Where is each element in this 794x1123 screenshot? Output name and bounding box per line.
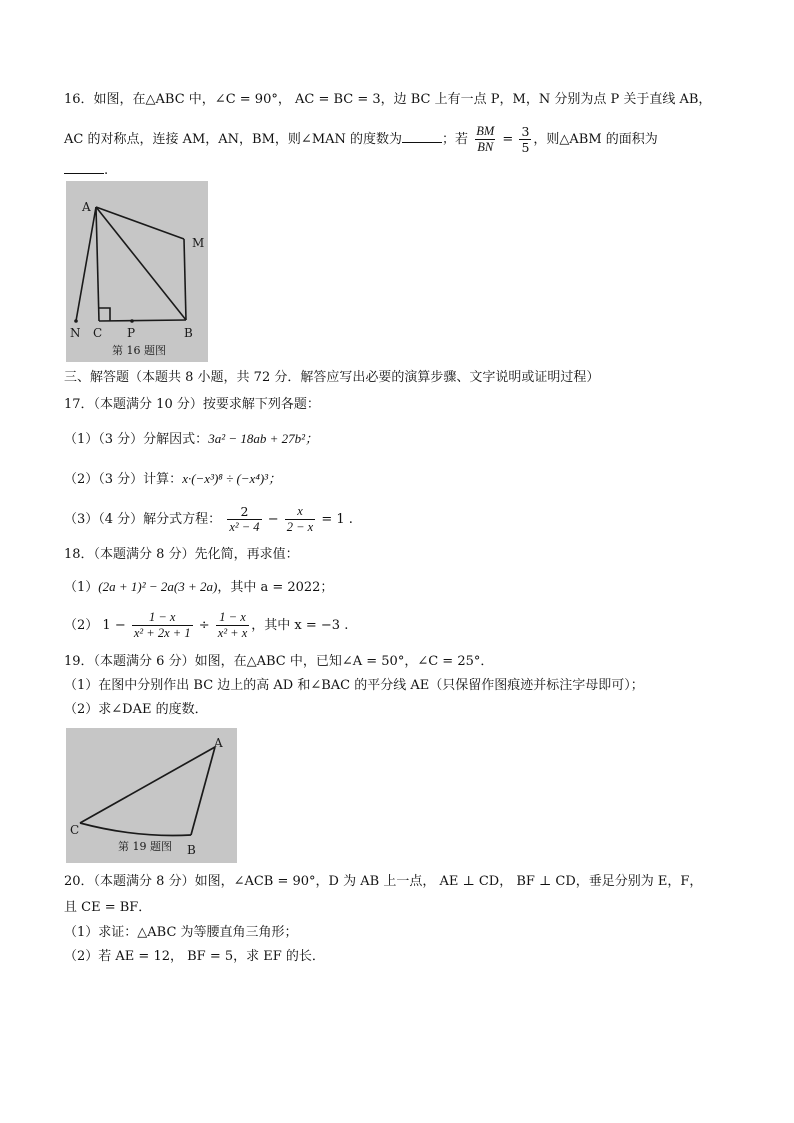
- q18-part-1: （1）(2a + 1)² − 2a(3 + 2a)，其中 a = 2022；: [64, 579, 334, 595]
- q16-line-1: 16．如图，在△ABC 中，∠C = 90°， AC = BC = 3，边 BC 上有一点 P，M，N 分别为点 P 关于直线 AB，: [64, 92, 712, 107]
- q16-line-3: .: [64, 162, 108, 180]
- q18-part-2: （2） 1 − $\frac{1 - x}{\text{x² + 2x + 1}}$ ÷ $\frac{1 - x}{\text{x² + x}}$ ，其中 x = −3 .: [64, 610, 349, 640]
- q18-part-1-condition: ，其中 a = 2022；: [217, 580, 334, 595]
- label-N: N: [70, 326, 81, 340]
- q16-fraction-3-5: $\frac{3}{5}$: [521, 124, 530, 155]
- q17-part-1-expression: 3a² − 18ab + 27b²；: [208, 431, 319, 446]
- figure-16: [66, 181, 208, 362]
- q16-fraction-bm-bn: $\frac{BM}{BN}$: [476, 124, 495, 154]
- label-A: A: [214, 736, 223, 750]
- q19-part-1: （1）在图中分别作出 BC 边上的高 AD 和∠BAC 的平分线 AE（只保留作图痕迹并标注字母即可）；: [64, 678, 644, 693]
- q18-fraction-1: $\frac{1 - x}{\text{x² + 2x + 1}}$: [133, 610, 191, 640]
- figure-19: [66, 728, 237, 863]
- q16-answer-blank-2: [64, 173, 104, 174]
- q19-part-2: （2）求∠DAE 的度数．: [64, 702, 208, 717]
- q16-line-2-text-a: AC 的对称点，连接 AM，AN，BM，则∠MAN 的度数为: [64, 132, 403, 147]
- q17-part-3: （3）（4 分）解分式方程： $\frac{2}{\text{x² − 4}}$ − $\frac{x}{2 - x}$ = 1 .: [64, 504, 353, 534]
- q16-line-2-text-b: ；若: [442, 132, 469, 147]
- q16-answer-blank-1: [402, 142, 442, 143]
- label-A: A: [82, 200, 91, 214]
- q18-title: 18．（本题满分 8 分）先化简，再求值：: [64, 547, 299, 562]
- q16-line-2-text-c: ，则△ABM 的面积为: [533, 132, 658, 147]
- q19-title: 19．（本题满分 6 分）如图，在△ABC 中，已知∠A = 50°，∠C = 25°．: [64, 654, 494, 669]
- q17-part-1: （1）（3 分）分解因式：3a² − 18ab + 27b²；: [64, 431, 319, 447]
- label-C: C: [70, 823, 80, 837]
- q17-part-2: （2）（3 分）计算：x·(−x³)⁸ ÷ (−x⁴)³；: [64, 471, 282, 487]
- label-M: M: [192, 236, 205, 250]
- label-P: P: [127, 326, 136, 340]
- q17-fraction-1: $\frac{2}{\text{x² − 4}}$: [229, 504, 260, 534]
- figure-19-diagram: [66, 728, 237, 863]
- q20-part-1: （1）求证：△ABC 为等腰直角三角形；: [64, 925, 298, 940]
- q18-part-1-expression: (2a + 1)² − 2a(3 + 2a): [98, 579, 218, 594]
- q17-fraction-2: $\frac{x}{2 - x}$: [286, 504, 314, 534]
- label-B: B: [184, 326, 193, 340]
- q16-line-2: AC 的对称点，连接 AM，AN，BM，则∠MAN 的度数为 ；若 $\frac{BM}{BN}$ = $\frac{3}{5}$ ，则△ABM 的面积为: [64, 124, 658, 155]
- q18-part-2-condition: ，其中 x = −3 .: [251, 618, 349, 633]
- q17-title: 17．（本题满分 10 分）按要求解下列各题：: [64, 397, 320, 412]
- figure-19-caption: 第 19 题图: [118, 840, 172, 853]
- section-3-heading: 三、解答题（本题共 8 小题，共 72 分．解答应写出必要的演算步骤、文字说明或证明过程）: [64, 370, 600, 385]
- q20-part-2: （2）若 AE = 12， BF = 5，求 EF 的长．: [64, 949, 325, 964]
- q17-part-2-expression: x·(−x³)⁸ ÷ (−x⁴)³；: [182, 471, 282, 486]
- figure-16-caption: 第 16 题图: [112, 344, 166, 357]
- q20-line-1: 20．（本题满分 8 分）如图，∠ACB = 90°，D 为 AB 上一点， AE ⊥ CD， BF ⊥ CD，垂足分别为 E，F，: [64, 874, 703, 889]
- label-C: C: [93, 326, 103, 340]
- label-B: B: [187, 843, 196, 857]
- figure-16-diagram: [66, 181, 208, 362]
- q20-line-2: 且 CE = BF．: [64, 900, 152, 915]
- q18-fraction-2: $\frac{1 - x}{\text{x² + x}}$: [217, 610, 248, 640]
